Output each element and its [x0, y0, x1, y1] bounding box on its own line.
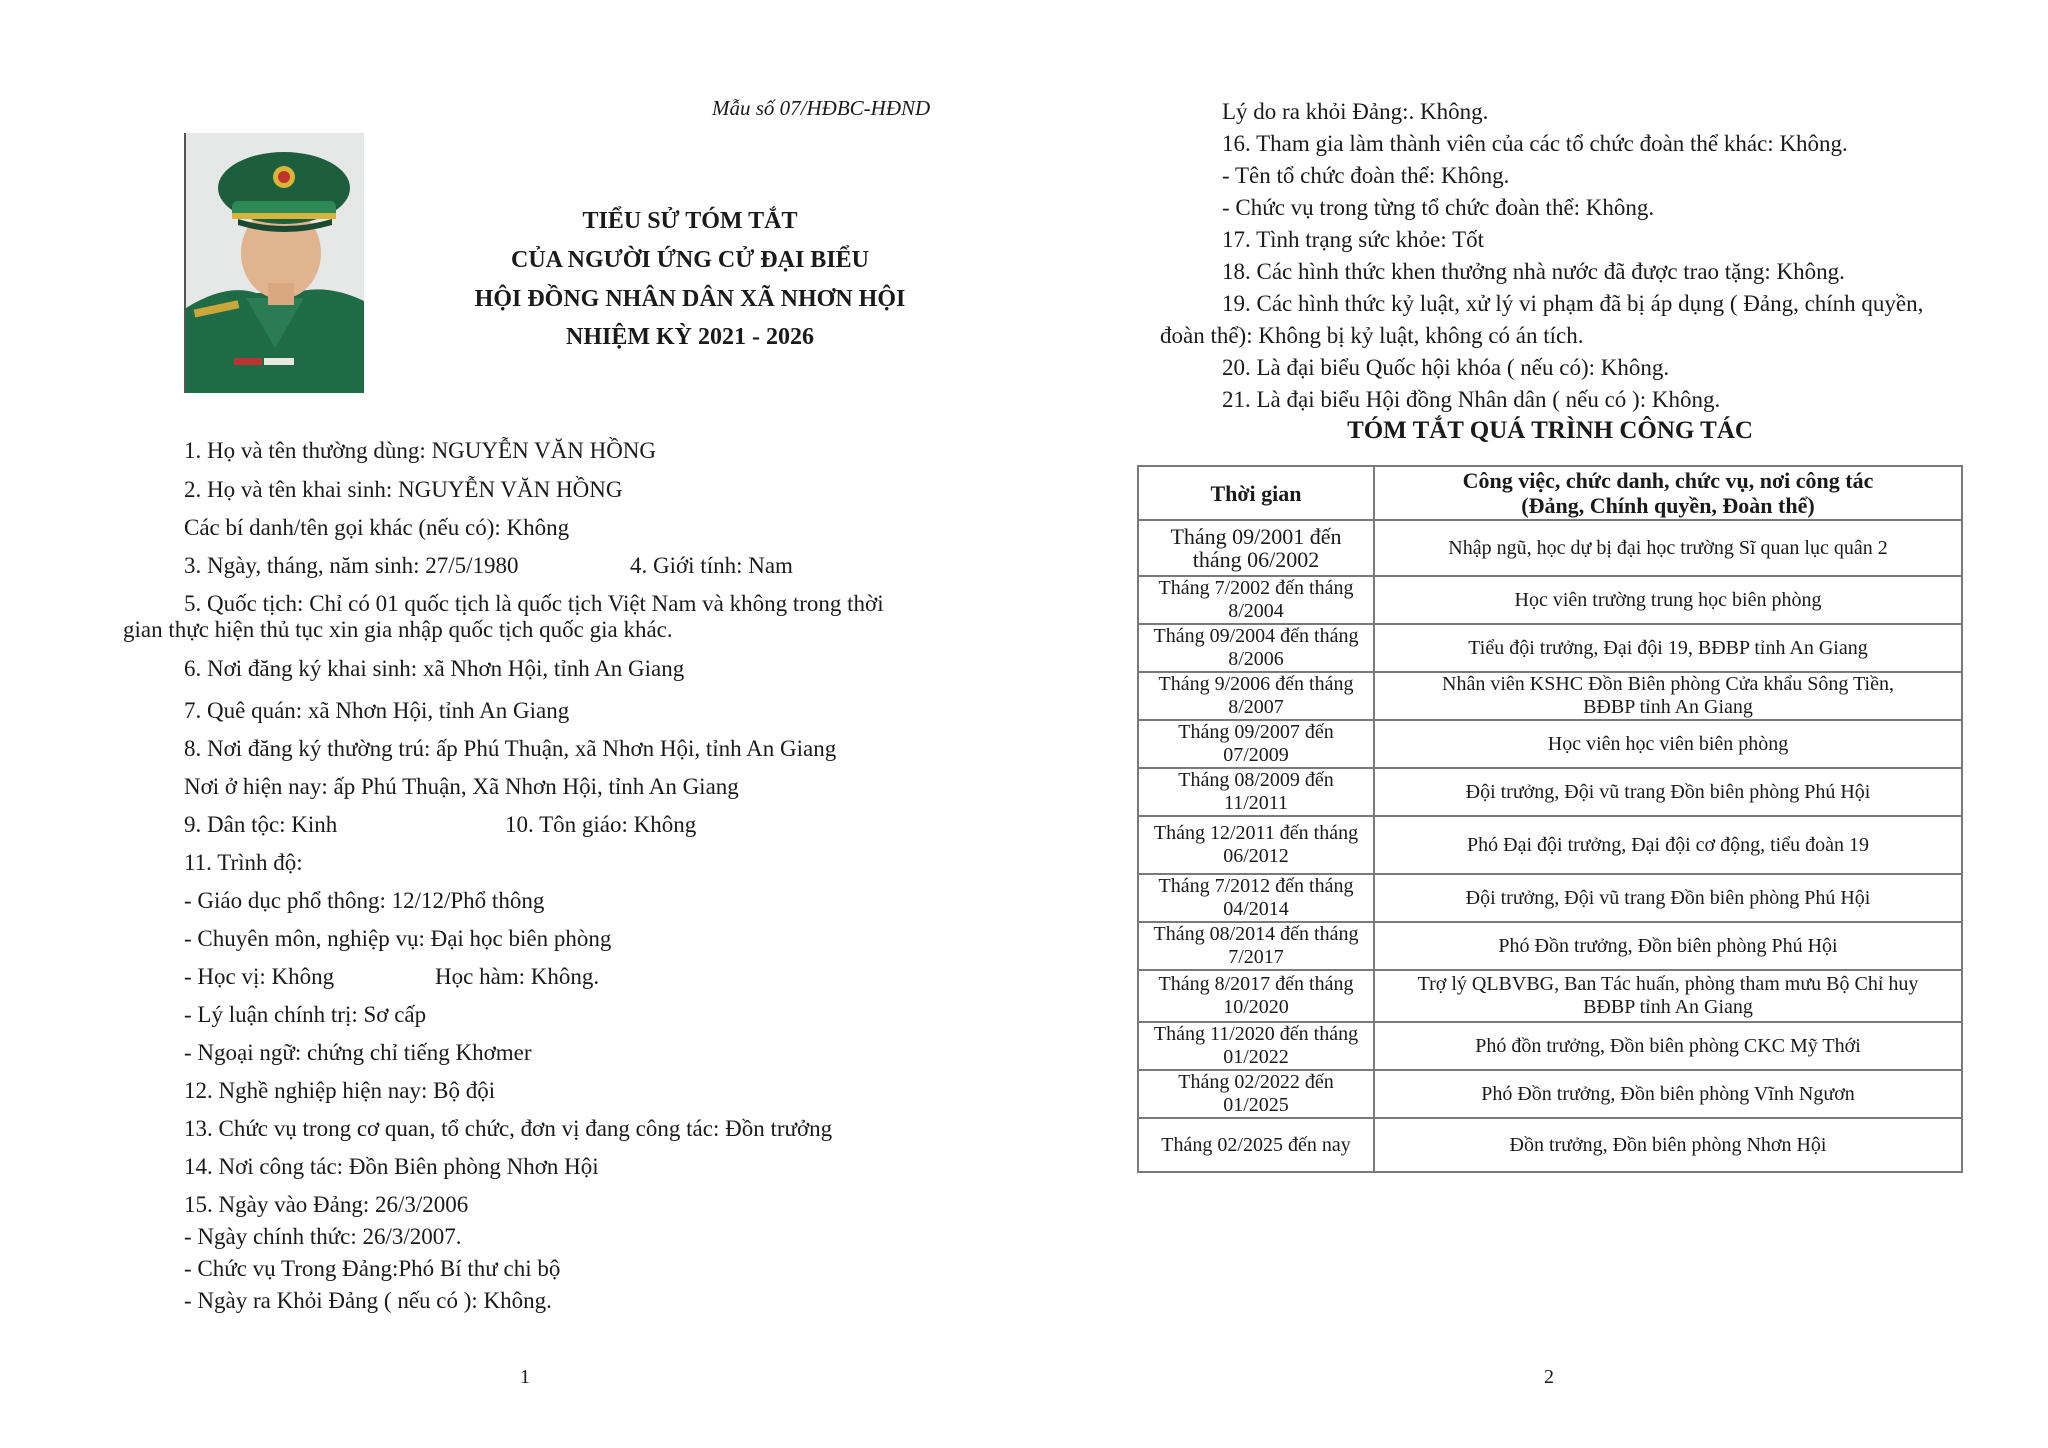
field-birth-name: 2. Họ và tên khai sinh: NGUYỄN VĂN HỒNG — [184, 477, 623, 502]
cell-time — [1138, 970, 1374, 1022]
field-position: 13. Chức vụ trong cơ quan, tổ chức, đơn vị đang công tác: Đồn trưởng — [184, 1116, 833, 1141]
field-birth-registration: 6. Nơi đăng ký khai sinh: xã Nhơn Hội, tỉnh An Giang — [184, 656, 685, 681]
field-gender: 4. Giới tính: Nam — [630, 553, 793, 578]
field-health: 17. Tình trạng sức khỏe: Tốt — [1222, 227, 1485, 252]
cell-work-line: Học viên học viên biên phòng — [1547, 732, 1789, 755]
field-party-leave-date: - Ngày ra Khỏi Đảng ( nếu có ): Không. — [184, 1288, 552, 1313]
field-occupation: 12. Nghề nghiệp hiện nay: Bộ đội — [184, 1078, 496, 1103]
cell-time — [1138, 720, 1374, 768]
table-row — [1138, 1022, 1962, 1070]
cell-time-line: 8/2007 — [1228, 696, 1284, 718]
table-row — [1138, 672, 1962, 720]
cell-time — [1138, 874, 1374, 922]
cell-work — [1374, 672, 1962, 720]
table-row — [1138, 874, 1962, 922]
field-common-name: 1. Họ và tên thường dùng: NGUYỄN VĂN HỒNG — [184, 438, 657, 463]
cell-time-line: 7/2017 — [1228, 946, 1284, 968]
cell-time-line: 8/2004 — [1228, 600, 1284, 622]
field-party-join-date: 15. Ngày vào Đảng: 26/3/2006 — [184, 1192, 469, 1217]
page-number: 1 — [520, 1366, 530, 1388]
career-section-title: TÓM TẮT QUÁ TRÌNH CÔNG TÁC — [1347, 417, 1753, 444]
cell-time-line: Tháng 11/2020 đến tháng — [1153, 1023, 1359, 1045]
cell-work — [1374, 816, 1962, 874]
field-foreign-language: - Ngoại ngữ: chứng chỉ tiếng Khơmer — [184, 1040, 532, 1065]
cell-work-line: Đội trưởng, Đội vũ trang Đồn biên phòng Phú Hội — [1465, 780, 1871, 803]
cell-time-line: 8/2006 — [1228, 648, 1284, 670]
field-current-residence: Nơi ở hiện nay: ấp Phú Thuận, Xã Nhơn Hội, tỉnh An Giang — [184, 774, 739, 799]
field-discipline: 19. Các hình thức kỷ luật, xử lý vi phạm đã bị áp dụng ( Đảng, chính quyền, — [1222, 291, 1924, 316]
career-table-body — [1138, 520, 1962, 1172]
table-row — [1138, 624, 1962, 672]
title-line-2: CỦA NGƯỜI ỨNG CỬ ĐẠI BIỂU — [510, 247, 869, 273]
portrait-image-icon — [186, 133, 364, 393]
cell-work — [1374, 1118, 1962, 1172]
candidate-photo — [184, 133, 364, 393]
cell-work-line: Đồn trưởng, Đồn biên phòng Nhơn Hội — [1509, 1133, 1827, 1156]
field-nationality: 5. Quốc tịch: Chỉ có 01 quốc tịch là quốc tịch Việt Nam và không trong thời — [184, 591, 884, 616]
field-permanent-residence: 8. Nơi đăng ký thường trú: ấp Phú Thuận, xã Nhơn Hội, tỉnh An Giang — [184, 736, 837, 761]
table-header-row — [1138, 466, 1962, 520]
cell-time-line: tháng 06/2002 — [1192, 547, 1320, 572]
field-pc-deputy: 21. Là đại biểu Hội đồng Nhân dân ( nếu có ): Không. — [1222, 387, 1721, 412]
field-specialty: - Chuyên môn, nghiệp vụ: Đại học biên phòng — [184, 926, 612, 951]
cell-work — [1374, 624, 1962, 672]
cell-work — [1374, 1070, 1962, 1118]
cell-work — [1374, 874, 1962, 922]
cell-work — [1374, 768, 1962, 816]
title-line-1: TIỂU SỬ TÓM TẮT — [582, 208, 798, 234]
field-party-official-date: - Ngày chính thức: 26/3/2007. — [184, 1224, 462, 1249]
cell-time-line: Tháng 8/2017 đến tháng — [1158, 973, 1354, 995]
field-party-position: - Chức vụ Trong Đảng:Phó Bí thư chi bộ — [184, 1256, 561, 1281]
table-row — [1138, 720, 1962, 768]
cell-time — [1138, 768, 1374, 816]
cell-time — [1138, 922, 1374, 970]
cell-time-line: Tháng 7/2012 đến tháng — [1158, 875, 1354, 897]
career-table — [1137, 465, 1963, 1173]
cell-time-line: 10/2020 — [1223, 996, 1289, 1018]
cell-work-line: Nhập ngũ, học dự bị đại học trường Sĩ quan lục quân 2 — [1448, 536, 1888, 559]
cell-time-line: Tháng 9/2006 đến tháng — [1158, 673, 1354, 695]
cell-work — [1374, 520, 1962, 576]
cell-work-line: Phó Đại đội trưởng, Đại đội cơ động, tiểu đoàn 19 — [1467, 833, 1869, 856]
table-row — [1138, 520, 1962, 576]
cell-work-line: Phó Đồn trưởng, Đồn biên phòng Vĩnh Ngươn — [1481, 1082, 1855, 1105]
cell-work — [1374, 720, 1962, 768]
table-row — [1138, 768, 1962, 816]
cell-work-line: BĐBP tỉnh An Giang — [1583, 696, 1753, 718]
field-political-theory: - Lý luận chính trị: Sơ cấp — [184, 1002, 427, 1027]
cell-time-line: 04/2014 — [1223, 898, 1289, 920]
table-row — [1138, 970, 1962, 1022]
cell-time-line: Tháng 09/2004 đến tháng — [1153, 625, 1359, 647]
cell-time-line: Tháng 02/2025 đến nay — [1161, 1133, 1351, 1156]
field-na-deputy: 20. Là đại biểu Quốc hội khóa ( nếu có): Không. — [1222, 355, 1670, 380]
field-general-education: - Giáo dục phổ thông: 12/12/Phổ thông — [184, 888, 545, 913]
table-row — [1138, 1118, 1962, 1172]
cell-time-line: Tháng 08/2014 đến tháng — [1153, 923, 1359, 945]
table-row — [1138, 1070, 1962, 1118]
cell-time — [1138, 576, 1374, 624]
cell-time — [1138, 520, 1374, 576]
field-ethnicity: 9. Dân tộc: Kinh — [184, 812, 338, 837]
cell-time-line: 01/2022 — [1223, 1046, 1289, 1068]
form-code: Mẫu số 07/HĐBC-HĐND — [712, 96, 931, 120]
field-dob: 3. Ngày, tháng, năm sinh: 27/5/1980 — [184, 553, 519, 578]
table-row — [1138, 576, 1962, 624]
cell-time-line: Tháng 02/2022 đến — [1178, 1071, 1334, 1093]
field-party-leave-reason: Lý do ra khỏi Đảng:. Không. — [1222, 99, 1489, 124]
cell-time-line: 07/2009 — [1223, 744, 1289, 766]
header-work-line-2: (Đảng, Chính quyền, Đoàn thể) — [1521, 493, 1815, 518]
field-religion: 10. Tôn giáo: Không — [505, 812, 697, 837]
field-discipline-cont: đoàn thể): Không bị kỷ luật, không có án tích. — [1160, 323, 1584, 348]
cell-time-line: Tháng 08/2009 đến — [1178, 769, 1334, 791]
field-academic-title: Học hàm: Không. — [435, 964, 600, 989]
cell-time-line: Tháng 7/2002 đến tháng — [1158, 577, 1354, 599]
cell-time — [1138, 624, 1374, 672]
cell-time-line: 11/2011 — [1223, 792, 1289, 814]
cell-time-line: Tháng 09/2007 đến — [1178, 721, 1334, 743]
cell-work-line: Đội trưởng, Đội vũ trang Đồn biên phòng Phú Hội — [1465, 886, 1871, 909]
table-row — [1138, 922, 1962, 970]
cell-time-line: Tháng 09/2001 đến — [1170, 524, 1342, 549]
title-line-4: NHIỆM KỲ 2021 - 2026 — [566, 324, 814, 350]
cell-work-line: BĐBP tỉnh An Giang — [1583, 996, 1753, 1018]
cell-work — [1374, 1022, 1962, 1070]
cell-work — [1374, 970, 1962, 1022]
cell-work-line: Học viên trường trung học biên phòng — [1514, 588, 1822, 611]
cell-work — [1374, 922, 1962, 970]
field-workplace: 14. Nơi công tác: Đồn Biên phòng Nhơn Hội — [184, 1154, 599, 1179]
cell-time — [1138, 816, 1374, 874]
cell-time-line: 01/2025 — [1223, 1094, 1289, 1116]
cell-time — [1138, 1070, 1374, 1118]
cell-time — [1138, 672, 1374, 720]
field-hometown: 7. Quê quán: xã Nhơn Hội, tỉnh An Giang — [184, 698, 570, 723]
field-org-name: - Tên tổ chức đoàn thể: Không. — [1222, 163, 1510, 188]
title-line-3: HỘI ĐỒNG NHÂN DÂN XÃ NHƠN HỘI — [474, 286, 906, 312]
field-awards: 18. Các hình thức khen thưởng nhà nước đã được trao tặng: Không. — [1222, 259, 1845, 284]
cell-time-line: 06/2012 — [1223, 845, 1289, 867]
field-degree: - Học vị: Không — [184, 964, 335, 989]
cell-work-line: Nhân viên KSHC Đồn Biên phòng Cửa khẩu Sông Tiền, — [1442, 673, 1894, 695]
field-other-orgs: 16. Tham gia làm thành viên của các tổ chức đoàn thể khác: Không. — [1222, 131, 1848, 156]
cell-work-line: Phó Đồn trưởng, Đồn biên phòng Phú Hội — [1498, 934, 1838, 957]
field-nationality-cont: gian thực hiện thủ tục xin gia nhập quốc tịch quốc gia khác. — [123, 617, 673, 642]
cell-work-line: Phó đồn trưởng, Đồn biên phòng CKC Mỹ Thới — [1475, 1034, 1861, 1057]
cell-work — [1374, 576, 1962, 624]
field-aliases: Các bí danh/tên gọi khác (nếu có): Không — [184, 515, 570, 540]
header-work — [1374, 466, 1962, 520]
field-education-header: 11. Trình độ: — [184, 850, 303, 875]
header-work-line-1: Công việc, chức danh, chức vụ, nơi công tác — [1462, 468, 1874, 493]
header-time: Thời gian — [1138, 466, 1374, 520]
page-number-2: 2 — [1544, 1366, 1554, 1388]
cell-time-line: Tháng 12/2011 đến tháng — [1153, 822, 1359, 844]
cell-time — [1138, 1022, 1374, 1070]
table-row — [1138, 816, 1962, 874]
cell-time — [1138, 1118, 1374, 1172]
field-org-position: - Chức vụ trong từng tổ chức đoàn thể: Không. — [1222, 195, 1655, 220]
cell-work-line: Tiểu đội trưởng, Đại đội 19, BĐBP tỉnh An Giang — [1468, 636, 1868, 659]
cell-work-line: Trợ lý QLBVBG, Ban Tác huấn, phòng tham mưu Bộ Chỉ huy — [1417, 973, 1919, 995]
